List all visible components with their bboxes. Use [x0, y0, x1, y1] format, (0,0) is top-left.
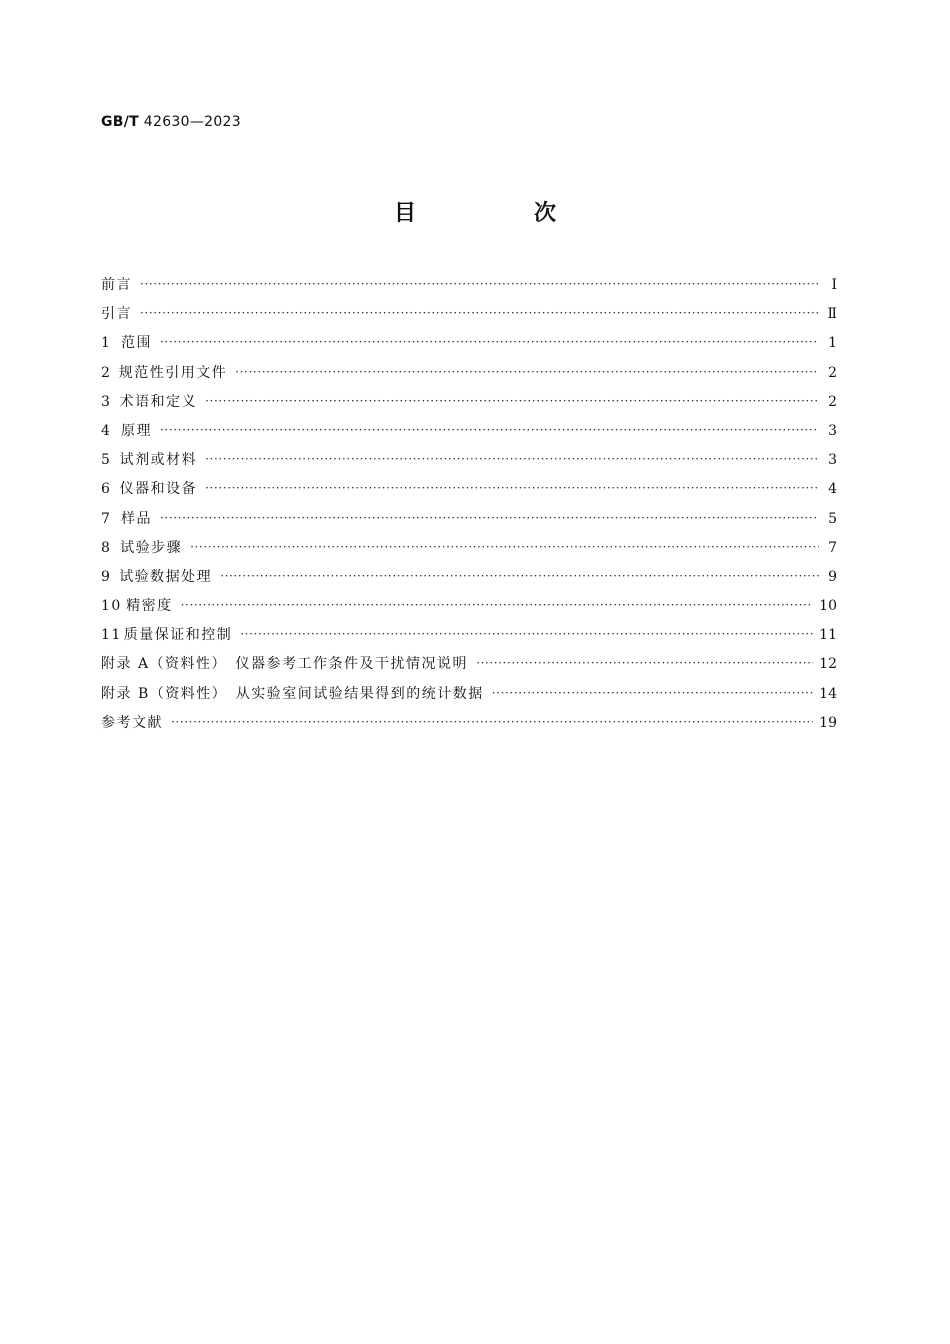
toc-entry[interactable] [101, 362, 837, 391]
toc-entry-page: 10 [819, 598, 837, 615]
toc-dot-leader [220, 568, 819, 584]
toc-entry-page: Ⅱ [827, 306, 837, 323]
toc-entry[interactable] [101, 449, 837, 478]
toc-entry-page: 4 [828, 481, 837, 498]
toc-entry-label: 附录 B（资料性） 从实验室间试验结果得到的统计数据 [101, 685, 484, 702]
toc-entry[interactable] [101, 478, 837, 507]
toc-entry-label: 原理 [121, 422, 152, 439]
toc-entry[interactable] [101, 508, 837, 537]
toc-dot-leader [160, 334, 819, 350]
toc-entry-page: 5 [828, 510, 837, 527]
toc-entry[interactable] [101, 537, 837, 566]
toc-dot-leader [140, 276, 819, 292]
toc-dot-leader [476, 655, 813, 671]
toc-entry-page: 7 [828, 539, 837, 556]
toc-entry-number: 11 [101, 627, 122, 644]
toc-entry-label: 样品 [121, 510, 152, 527]
toc-entry-number: 3 [101, 393, 112, 410]
toc-entry-number: 6 [101, 481, 112, 498]
toc-entry[interactable] [101, 274, 837, 303]
toc-entry-label: 附录 A（资料性） 仪器参考工作条件及干扰情况说明 [101, 656, 469, 673]
toc-dot-leader [205, 480, 819, 496]
toc-entry[interactable] [101, 391, 837, 420]
toc-dot-leader [205, 451, 819, 467]
toc-dot-leader [492, 685, 813, 701]
toc-entry-page: 11 [819, 627, 837, 644]
toc-entry-page: 9 [828, 568, 837, 585]
toc-entry-number: 5 [101, 452, 112, 469]
toc-entry-label: 引言 [101, 306, 132, 323]
toc-entry-number: 2 [101, 364, 112, 381]
toc-entry-page: 2 [828, 393, 837, 410]
toc-entry[interactable] [101, 712, 837, 741]
toc-entry[interactable] [101, 566, 837, 595]
toc-dot-leader [160, 510, 819, 526]
toc-entry-number: 7 [101, 510, 112, 527]
table-of-contents [101, 274, 837, 741]
toc-entry-page: Ⅰ [831, 277, 837, 293]
toc-entry-label: 规范性引用文件 [118, 364, 228, 381]
toc-entry-number: 8 [101, 539, 112, 556]
toc-entry-label: 前言 [101, 277, 132, 293]
toc-entry-number: 10 [101, 598, 122, 615]
toc-entry-label: 精密度 [126, 598, 173, 615]
toc-entry-label: 试验步骤 [120, 539, 183, 556]
toc-entry-page: 3 [828, 452, 837, 469]
toc-dot-leader [171, 714, 813, 730]
toc-entry-page: 14 [819, 685, 837, 702]
toc-dot-leader [140, 305, 819, 321]
document-code [101, 114, 241, 130]
toc-entry-label: 试验数据处理 [119, 568, 213, 585]
toc-entry-number: 1 [101, 335, 112, 352]
toc-entry-page: 3 [828, 422, 837, 439]
toc-dot-leader [181, 597, 814, 613]
toc-dot-leader [160, 422, 819, 438]
toc-entry[interactable] [101, 683, 837, 712]
toc-entry[interactable] [101, 653, 837, 682]
toc-entry-label: 质量保证和控制 [123, 627, 233, 644]
toc-entry[interactable] [101, 303, 837, 332]
toc-dot-leader [205, 393, 819, 409]
toc-entry-label: 仪器和设备 [119, 481, 198, 498]
toc-dot-leader [190, 539, 819, 555]
toc-dot-leader [235, 364, 819, 380]
standard-prefix: GB/T [101, 114, 140, 130]
toc-entry-number: 4 [101, 422, 112, 439]
toc-entry-label: 试剂或材料 [119, 452, 198, 469]
toc-entry[interactable] [101, 420, 837, 449]
toc-entry-page: 12 [819, 656, 837, 673]
page-title: 目 次 [393, 201, 604, 226]
toc-entry[interactable] [101, 595, 837, 624]
toc-entry[interactable] [101, 624, 837, 653]
toc-entry-page: 2 [828, 364, 837, 381]
standard-number: 42630—2023 [143, 114, 241, 130]
toc-entry-label: 范围 [121, 335, 152, 352]
toc-entry[interactable] [101, 332, 837, 361]
toc-entry-page: 19 [819, 714, 837, 731]
toc-entry-number: 9 [101, 568, 112, 585]
toc-entry-label: 术语和定义 [119, 393, 198, 410]
toc-dot-leader [240, 626, 813, 642]
toc-entry-label: 参考文献 [101, 714, 163, 731]
toc-entry-page: 1 [828, 335, 837, 352]
